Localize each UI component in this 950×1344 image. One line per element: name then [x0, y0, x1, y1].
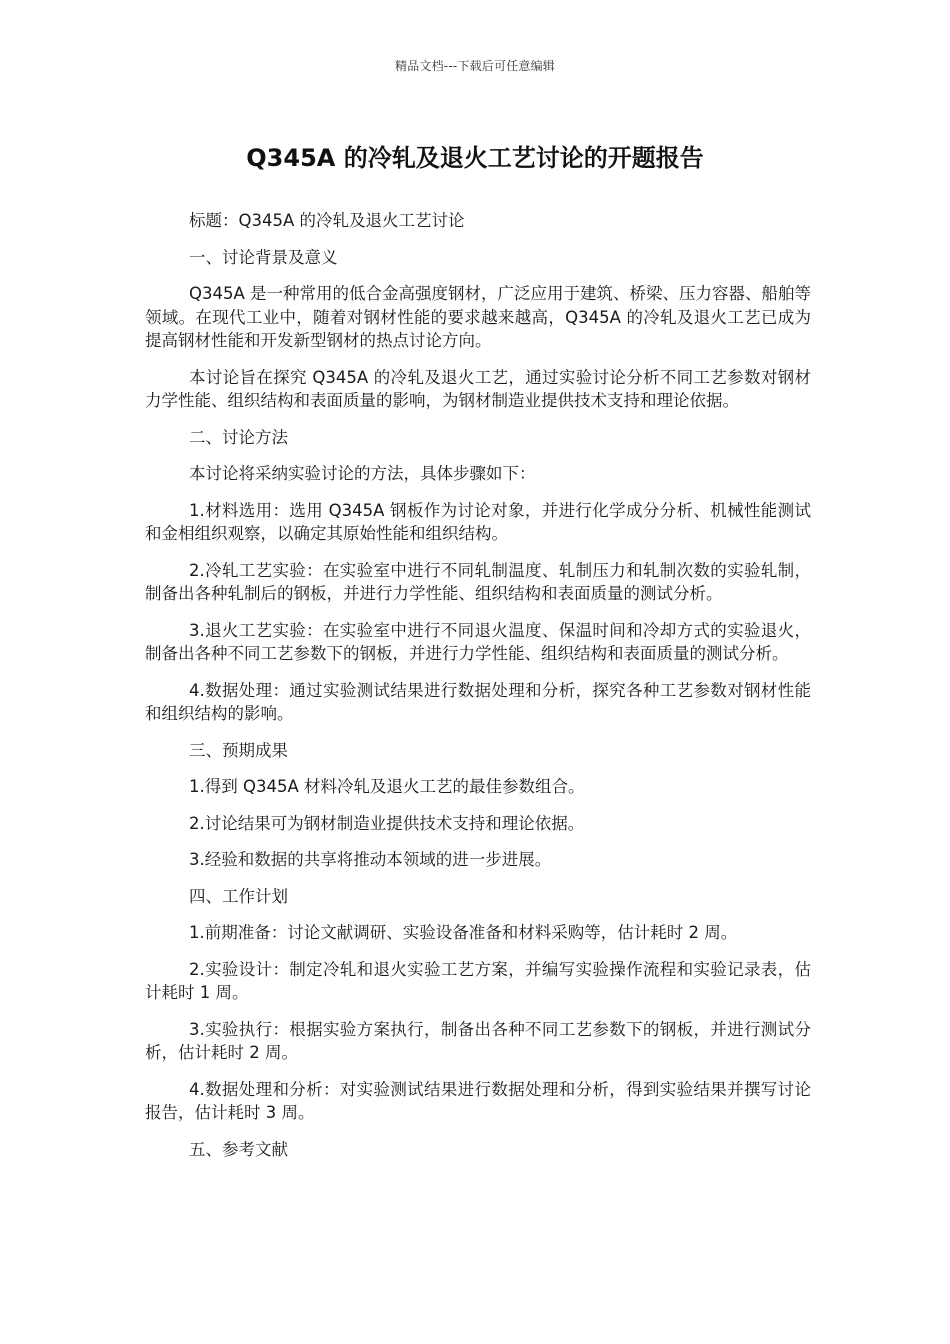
- header-note: 精品文档---下载后可任意编辑: [395, 59, 555, 73]
- section-heading-background: 一、讨论背景及意义: [189, 247, 338, 267]
- paragraph: 本讨论将采纳实验讨论的方法，具体步骤如下：: [189, 464, 536, 483]
- list-item: 1.材料选用：选用 Q345A 钢板作为讨论对象，并进行化学成分分析、机械性能测试和金相组织观察，以确定其原始性能和组织结构。: [145, 500, 811, 543]
- list-item: 1.前期准备：讨论文献调研、实验设备准备和材料采购等，估计耗时 2 周。: [189, 923, 738, 942]
- list-item: 2.讨论结果可为钢材制造业提供技术支持和理论依据。: [189, 813, 585, 833]
- document-title: Q345A 的冷轧及退火工艺讨论的开题报告: [246, 144, 704, 172]
- list-item: 3.经验和数据的共享将推动本领域的进一步进展。: [189, 850, 552, 869]
- list-item: 4.数据处理：通过实验测试结果进行数据处理和分析，探究各种工艺参数对钢材性能和组织结构的影响。: [145, 680, 811, 723]
- section-heading-plan: 四、工作计划: [189, 886, 288, 906]
- paragraph: Q345A 是一种常用的低合金高强度钢材，广泛应用于建筑、桥梁、压力容器、船舶等领域。在现代工业中，随着对钢材性能的要求越来越高，Q345A 的冷轧及退火工艺已成为提高钢材性能和开发新型钢材的热点讨论方向。: [145, 284, 812, 350]
- paragraph-subject: 标题：Q345A 的冷轧及退火工艺讨论: [189, 211, 465, 230]
- section-heading-references: 五、参考文献: [189, 1139, 288, 1159]
- paragraph: 本讨论旨在探究 Q345A 的冷轧及退火工艺，通过实验讨论分析不同工艺参数对钢材力学性能、组织结构和表面质量的影响，为钢材制造业提供技术支持和理论依据。: [145, 367, 811, 410]
- document-body: [145, 209, 811, 1174]
- list-item: 4.数据处理和分析：对实验测试结果进行数据处理和分析，得到实验结果并撰写讨论报告，估计耗时 3 周。: [145, 1079, 811, 1122]
- list-item: 2.实验设计：制定冷轧和退火实验工艺方案，并编写实验操作流程和实验记录表，估计耗时 1 周。: [145, 959, 811, 1002]
- list-item: 2.冷轧工艺实验：在实验室中进行不同轧制温度、轧制压力和轧制次数的实验轧制，制备出各种轧制后的钢板，并进行力学性能、组织结构和表面质量的测试分析。: [145, 560, 811, 603]
- list-item: 3.退火工艺实验：在实验室中进行不同退火温度、保温时间和冷却方式的实验退火，制备出各种不同工艺参数下的钢板，并进行力学性能、组织结构和表面质量的测试分析。: [145, 620, 811, 663]
- section-heading-results: 三、预期成果: [189, 740, 288, 760]
- list-item: 1.得到 Q345A 材料冷轧及退火工艺的最佳参数组合。: [189, 777, 585, 796]
- list-item: 3.实验执行：根据实验方案执行，制备出各种不同工艺参数下的钢板，并进行测试分析，估计耗时 2 周。: [145, 1019, 811, 1062]
- section-heading-method: 二、讨论方法: [189, 427, 288, 447]
